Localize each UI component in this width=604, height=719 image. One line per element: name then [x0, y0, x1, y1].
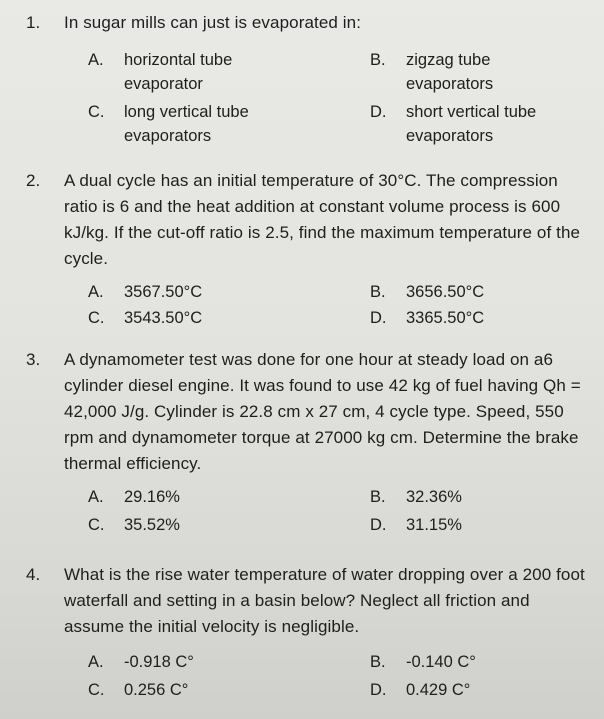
question-1	[18, 10, 594, 146]
option-text: 3365.50°C	[406, 309, 485, 327]
option-letter: B.	[370, 283, 386, 301]
option-text: 31.15%	[406, 516, 462, 534]
option-text: long vertical tube evaporators	[124, 103, 249, 145]
question-2-header	[18, 168, 594, 272]
option-letter: D.	[370, 681, 387, 699]
question-number: 2.	[26, 171, 41, 190]
question-3	[18, 347, 594, 537]
question-stem: What is the rise water temperature of water dropping over a 200 foot waterfall and setting in a basin below? Neglect all friction and assume the initial velocity is negligible.	[64, 565, 585, 636]
question-4	[18, 562, 594, 700]
option-text: 0.256 C°	[124, 681, 189, 699]
option-c[interactable]	[88, 513, 180, 537]
option-b[interactable]	[370, 650, 476, 674]
option-letter: A.	[88, 488, 104, 506]
option-letter: A.	[88, 653, 104, 671]
option-text: short vertical tube evaporators	[406, 103, 537, 145]
option-text: 35.52%	[124, 516, 180, 534]
question-3-options	[88, 477, 594, 537]
option-text: -0.918 C°	[124, 653, 194, 671]
option-a[interactable]	[88, 485, 180, 509]
question-4-header	[18, 562, 594, 640]
option-letter: C.	[88, 516, 105, 534]
option-text: 3656.50°C	[406, 283, 485, 301]
option-d[interactable]	[370, 100, 536, 148]
option-text: 32.36%	[406, 488, 462, 506]
question-3-header	[18, 347, 594, 477]
option-a[interactable]	[88, 48, 232, 96]
question-number: 3.	[26, 350, 41, 369]
option-text: horizontal tube evaporator	[124, 51, 233, 93]
question-2-options	[88, 272, 594, 332]
option-c[interactable]	[88, 306, 202, 330]
option-b[interactable]	[370, 280, 484, 304]
option-letter: C.	[88, 103, 105, 121]
question-1-options	[88, 36, 594, 146]
option-c[interactable]	[88, 678, 188, 702]
question-number: 1.	[26, 13, 41, 32]
option-letter: C.	[88, 681, 105, 699]
question-stem: A dual cycle has an initial temperature of 30°C. The compression ratio is 6 and the heat addition at constant volume process is 600 kJ/kg. If the cut-off ratio is 2.5, find the maximum temperature of the cycle.	[64, 171, 581, 268]
option-text: -0.140 C°	[406, 653, 476, 671]
option-text: 0.429 C°	[406, 681, 471, 699]
option-text: 29.16%	[124, 488, 180, 506]
option-d[interactable]	[370, 306, 484, 330]
option-text: 3543.50°C	[124, 309, 203, 327]
option-letter: A.	[88, 283, 104, 301]
question-1-header	[18, 10, 594, 36]
question-stem: A dynamometer test was done for one hour at steady load on a6 cylinder diesel engine. It was found to use 42 kg of fuel having Qh = 42,000 J/g. Cylinder is 22.8 cm x 27 cm, 4 cycle type. Speed, 550 rpm and dynamometer torque at 27000 kg cm. Determine the brake thermal efficiency.	[64, 350, 581, 473]
option-letter: D.	[370, 103, 387, 121]
option-letter: D.	[370, 516, 387, 534]
question-2	[18, 168, 594, 332]
option-d[interactable]	[370, 678, 470, 702]
option-c[interactable]	[88, 100, 249, 148]
option-letter: B.	[370, 488, 386, 506]
question-4-options	[88, 640, 594, 700]
option-d[interactable]	[370, 513, 462, 537]
question-stem: In sugar mills can just is evaporated in:	[64, 13, 362, 32]
option-letter: B.	[370, 51, 386, 69]
option-letter: D.	[370, 309, 387, 327]
option-a[interactable]	[88, 280, 202, 304]
option-b[interactable]	[370, 485, 462, 509]
option-letter: C.	[88, 309, 105, 327]
question-number: 4.	[26, 565, 41, 584]
option-text: zigzag tube evaporators	[406, 51, 494, 93]
option-a[interactable]	[88, 650, 194, 674]
option-text: 3567.50°C	[124, 283, 203, 301]
option-letter: B.	[370, 653, 386, 671]
option-b[interactable]	[370, 48, 493, 96]
option-letter: A.	[88, 51, 104, 69]
